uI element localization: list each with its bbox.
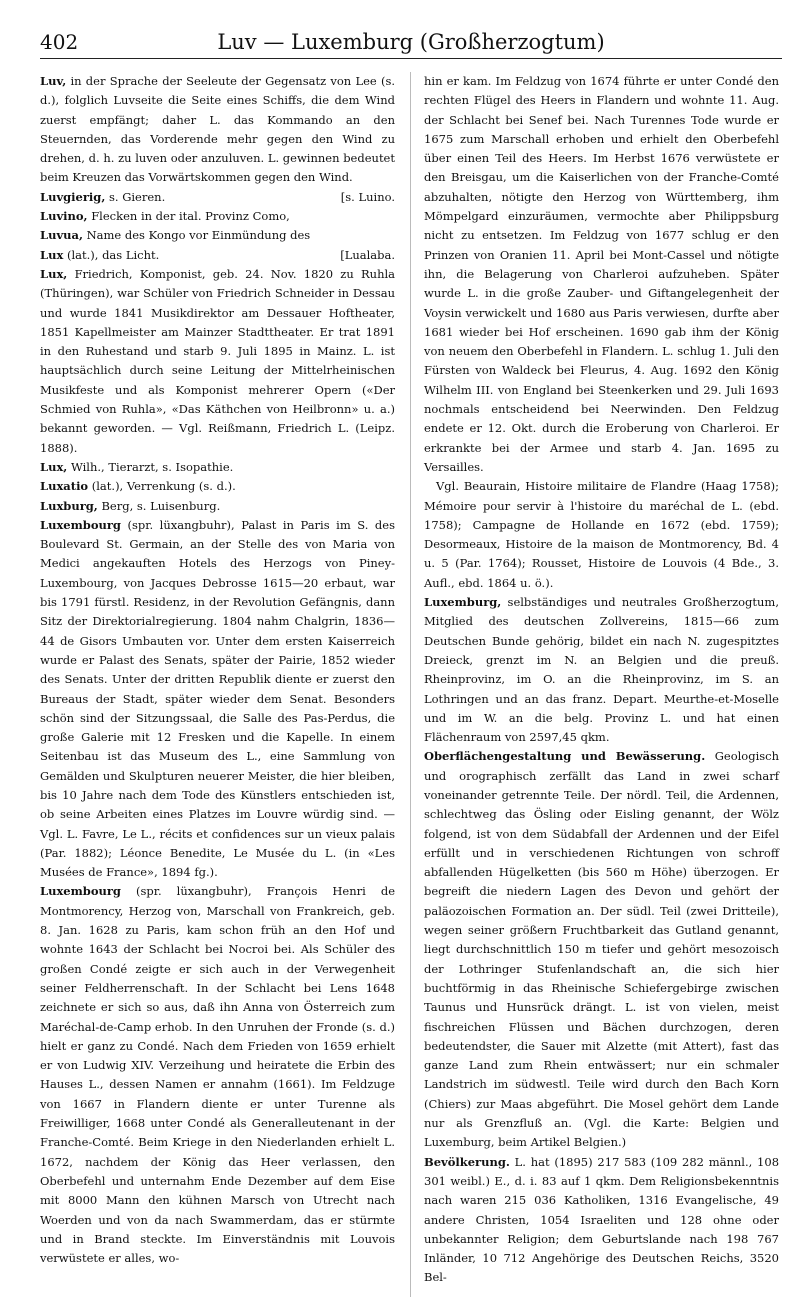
entry-left-part: [40, 246, 159, 265]
section-heading: Oberflächengestaltung und Bewässerung.: [424, 749, 706, 764]
entry-continuation-fragment: [Lualaba.: [340, 247, 395, 262]
column-divider: [410, 72, 411, 1297]
entry-text: selbständiges und neutrales Großherzogtum, Mitglied des deutschen Zollvereins, 1815—66 zum Deutschen Bunde gehörig, bildet ein nach N. zugespitztes Dreieck, grenzt im N. an Belgien und die preuß. Rheinprovinz, im O. an die Rheinprovinz, im S. an Lothringen und an das franz. Depart. Meurthe-et-Moselle und im W. an die belg. Provinz L. und hat einen Flächenraum von 2597,45 qkm.: [424, 595, 779, 745]
entry-text: in der Sprache der Seeleute der Gegensatz von Lee (s. d.), folglich Luvseite die Seite eines Schiffs, die dem Wind zuerst empfängt; daher L. das Kommando an den Steuernden, das Vorderende mehr gegen den Wind zu drehen, d. h. zu luven oder anzuluven. L. gewinnen bedeutet beim Kreuzen das Vorwärtskommen gegen den Wind.: [40, 74, 396, 185]
entry-headword: Lux: [40, 247, 64, 262]
entry-text: (lat.), das Licht.: [66, 247, 160, 262]
dictionary-entry: [40, 207, 395, 226]
dictionary-entry: [40, 265, 395, 458]
dictionary-entry: [424, 747, 779, 1152]
section-heading: Bevölkerung.: [424, 1154, 510, 1169]
entry-headword: Luxembourg: [40, 884, 121, 899]
dictionary-entry: [424, 477, 779, 593]
entry-headword: Luxburg,: [40, 498, 98, 513]
running-title: Luv — Luxemburg (Großherzogtum): [217, 30, 605, 54]
entry-text: (lat.), Verrenkung (s. d.).: [91, 479, 236, 494]
entry-headword: Luxemburg,: [424, 595, 502, 610]
entry-text: Geologisch und orographisch zerfällt das Land in zwei scharf voneinander getrennte Teile. Der nördl. Teil, die Ardennen, schlechtweg das Ösling oder Eisling genannt, der Wölz folgend, ist von dem Südabfall der Ardennen und der Eifel erfüllt und in verschiedenen Richtungen von schroff abfallenden Hügelketten (bis 560 m Höhe) überzogen. Er begreift die niedern Lagen des Devon und gehört der paläozoischen Formation an. Der südl. Teil (zwei Dritteile), wegen seiner größern Fruchtbarkeit das Gutland genannt, liegt durchschnittlich 150 m tiefer und gehört mesozoisch der Lothringer Stufenlandschaft an, die sich hier buchtförmig in das Rheinische Schiefergebirge zwischen Taunus und Hunsrück drängt. L. ist von vielen, meist fischreichen Flüssen und Bächen durchzogen, deren bedeutendster, die Sauer mit Alzette (mit Attert), fast das ganze Land zum Rhein entwässert; nur ein schmaler Landstrich im südwestl. Teile wird durch den Bach Korn (Chiers) zur Maas abgeführt. Die Mosel gehört dem Lande nur als Grenzfluß an. (Vgl. die Karte: Belgien und Luxemburg, beim Artikel Belgien.): [424, 749, 780, 1150]
entry-text: (spr. lüxangbuhr), Palast in Paris im S. des Boulevard St. Germain, an der Stelle des von Maria von Medici angekauften Hotels des Herzogs von Piney-Luxembourg, von Jacques Debrosse 1615—20 erbaut, war bis 1791 fürstl. Residenz, in der Revolution Gefängnis, dann Sitz der Direktorialregierung. 1804 nahm Chalgrin, 1836—44 de Gisors Umbauten vor. Unter dem ersten Kaiserreich wurde er Palast des Senats, später der Pairie, 1852 wieder des Senats. Unter der dritten Republik diente er zuerst den Bureaus der Stadt, später wieder dem Senat. Besonders schön sind der Sitzungssaal, die Salle des Pas-Perdus, die große Galerie mit 12 Fresken und die Kapelle. In einem Seitenbau ist das Museum des L., eine Sammlung von Gemälden und Skulpturen neuerer Meister, die hier bleiben, bis 10 Jahre nach dem Tode des Künstlers entschieden ist, ob seine Arbeiten eines Platzes im Louvre würdig sind. — Vgl. L. Favre, Le L., récits et confidences sur un vieux palais (Par. 1882); Léonce Benedite, Le Musée du L. (in «Les Musées de France», 1894 fg.).: [40, 517, 395, 880]
entry-headword: Luvino,: [40, 209, 88, 224]
entry-headword: Luvua,: [40, 228, 83, 243]
dictionary-entry: [40, 477, 395, 496]
entry-continuation-fragment: [s. Luino.: [340, 189, 395, 204]
dictionary-entry: [40, 226, 395, 245]
entry-headword: Luv,: [40, 74, 67, 88]
dictionary-entry: [40, 72, 395, 188]
entry-text: Flecken in der ital. Provinz Como,: [91, 209, 290, 224]
entry-text: Wilh., Tierarzt, s. Isopathie.: [70, 459, 234, 474]
left-column: [40, 72, 395, 1268]
entry-text: Friedrich, Komponist, geb. 24. Nov. 1820 zu Ruhla (Thüringen), war Schüler von Friedrich Schneider in Dessau und wurde 1841 Musikdirektor am Dessauer Hoftheater, 1851 Kapellmeister am Mainzer Stadttheater. Er trat 1891 in den Ruhestand und starb 9. Juli 1895 in Mainz. L. ist hauptsächlich durch seine Leitung der Mittelrheinischen Musikfeste und als Komponist mehrerer Opern («Der Schmied von Ruhla», «Das Käthchen von Heilbronn» u. a.) bekannt geworden. — Vgl. Reißmann, Friedrich L. (Leipz. 1888).: [40, 266, 396, 455]
entry-headword: Lux,: [40, 459, 68, 474]
dictionary-entry: [424, 1153, 779, 1288]
entry-text: Name des Kongo vor Einmündung des: [86, 228, 311, 243]
dictionary-entry: [424, 593, 779, 747]
entry-headword: Luvgierig,: [40, 189, 106, 204]
dictionary-entry: [40, 497, 395, 516]
dictionary-entry: [40, 246, 395, 265]
dictionary-entry: [40, 458, 395, 477]
entry-left-part: [40, 188, 165, 207]
entry-headword: Luxembourg: [40, 517, 121, 532]
dictionary-entry: [424, 72, 779, 477]
page-number: 402: [40, 30, 79, 54]
entry-text: (spr. lüxangbuhr), François Henri de Montmorency, Herzog von, Marschall von Frankreich, geb. 8. Jan. 1628 zu Paris, kam schon früh an den Hof und wohnte 1643 der Schlacht bei Nocroi bei. Als Schüler des großen Condé zeigte er sich auch in der Verwegenheit seiner Feldherrenschaft. In der Schlacht bei Lens 1648 zeichnete er sich so aus, daß ihn Anna von Österreich zum Maréchal-de-Camp erhob. In den Unruhen der Fronde (s. d.) hielt er ganz zu Condé. Nach dem Frieden von 1659 erhielt er von Ludwig XIV. Verzeihung und heiratete die Erbin des Hauses L., dessen Namen er annahm (1661). Im Feldzuge von 1667 in Flandern diente er unter Turenne als Freiwilliger, 1668 unter Condé als Generalleutenant in der Franche-Comté. Beim Kriege in den Niederlanden erhielt L. 1672, nachdem der König das Heer verlassen, den Oberbefehl und unternahm Ende Dezember auf dem Eise mit 8000 Mann den kühnen Marsch von Utrecht nach Woerden und von da nach Swammerdam, das er stürmte und in Brand steckte. Im Einverständnis mit Louvois verwüstete er alles, wo-: [40, 884, 395, 1266]
entry-text: hin er kam. Im Feldzug von 1674 führte er unter Condé den rechten Flügel des Heers in Flandern und wohnte 11. Aug. der Schlacht bei Senef bei. Nach Turennes Tode wurde er 1675 zum Marschall erhoben und erhielt den Oberbefehl über einen Teil des Heers. Im Herbst 1676 verwüstete er den Breisgau, um die Kaiserlichen von der Franche-Comté abzuhalten, nötigte den Herzog von Württemberg, ihm Mömpelgard einzuräumen, vermochte aber Philippsburg nicht zu entsetzen. Im Feldzug von 1677 schlug er den Prinzen von Oranien 11. April bei Mont-Cassel und nötigte ihn, die Belagerung von Charleroi aufzuheben. Später wurde L. in die große Zauber- und Giftangelegenheit der Voysin verwickelt und 1680 aus Paris verwiesen, durfte aber 1681 wieder bei Hof erscheinen. 1690 gab ihm der König von neuem den Oberbefehl in Flandern. L. schlug 1. Juli den Fürsten von Waldeck bei Fleurus, 4. Aug. 1692 den König Wilhelm III. von England bei Steenkerken und 29. Juli 1693 nochmals entscheidend bei Neerwinden. Den Feldzug endete er 12. Okt. durch die Eroberung von Charleroi. Er erkrankte bei der Armee und starb 4. Jan. 1695 zu Versailles.: [424, 74, 779, 474]
entry-text: Vgl. Beaurain, Histoire militaire de Flandre (Haag 1758); Mémoire pour servir à l'histoire du maréchal de L. (ebd. 1758); Campagne de Hollande en 1672 (ebd. 1759); Desormeaux, Histoire de la maison de Montmorency, Bd. 4 u. 5 (Par. 1764); Rousset, Histoire de Louvois (4 Bde., 3. Aufl., ebd. 1864 u. ö.).: [424, 479, 779, 590]
dictionary-entry: [40, 882, 395, 1268]
entry-text: Berg, s. Luisenburg.: [101, 498, 221, 513]
entry-headword: Luxatio: [40, 479, 89, 494]
right-column: [424, 72, 779, 1288]
page-header: [40, 28, 782, 59]
entry-headword: Lux,: [40, 266, 68, 281]
dictionary-entry: [40, 188, 395, 207]
entry-text: L. hat (1895) 217 583 (109 282 männl., 108 301 weibl.) E., d. i. 83 auf 1 qkm. Dem Religionsbekenntnis nach waren 215 036 Katholiken, 1316 Evangelische, 49 andere Christen, 1054 Israeliten und 128 ohne oder unbekannter Religion; dem Geburtslande nach 198 767 Inländer, 10 712 Angehörige des Deutschen Reichs, 3520 Bel-: [424, 1154, 780, 1285]
entry-text: s. Gieren.: [108, 189, 166, 204]
dictionary-entry: [40, 516, 395, 883]
